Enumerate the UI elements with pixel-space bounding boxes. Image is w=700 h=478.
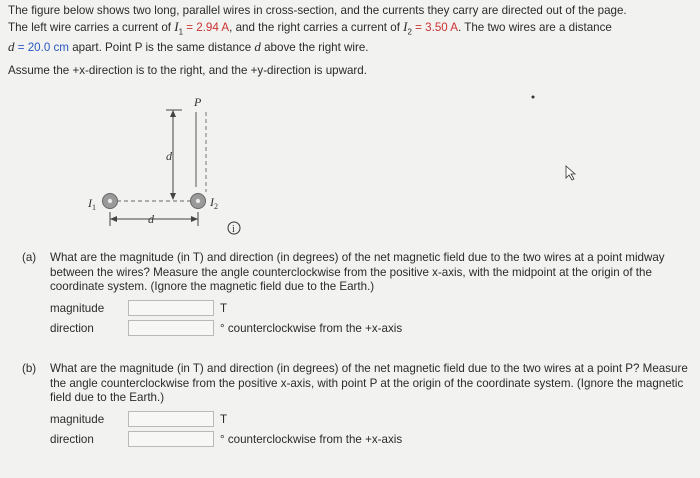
part-b-magnitude-unit: T [220, 412, 228, 426]
part-b-direction-input[interactable] [128, 431, 214, 447]
intro-line-2-b: , and the right carries a current of [229, 20, 404, 34]
part-a-direction-unit: ° counterclockwise from the +x-axis [220, 321, 403, 335]
horizontal-d-arrowhead-left [110, 216, 117, 222]
I2-subscript: 2 [407, 26, 412, 36]
label-I2-symbol: I [210, 195, 214, 209]
mouse-cursor-icon [566, 166, 575, 180]
right-wire [191, 194, 206, 209]
part-b-magnitude-input[interactable] [128, 411, 214, 427]
part-a [22, 251, 692, 295]
part-b-magnitude-row [50, 410, 227, 428]
left-wire [103, 194, 118, 209]
I2-symbol: I [403, 18, 408, 34]
intro-line-3 [8, 39, 696, 56]
label-I2-subscript: 2 [214, 202, 218, 211]
part-a-magnitude-label: magnitude [50, 301, 105, 315]
problem-statement [8, 3, 696, 56]
vertical-d-arrowhead-down [170, 193, 176, 200]
I1-subscript: 1 [178, 26, 184, 36]
part-a-direction-input[interactable] [128, 320, 214, 336]
part-a-magnitude-input[interactable] [128, 300, 214, 316]
intro-line-2-c: . The two wires are a distance [458, 20, 612, 34]
d-symbol-2: d [254, 39, 261, 55]
part-a-question: What are the magnitude (in T) and direction (in degrees) of the net magnetic field due to the two wires at a point midway between the wires? Measure the angle counterclockwise from the positive x-axis, with the midpoint at the origin of the coordinate system. (Ignore the magnetic field due to the Earth.) [50, 251, 665, 293]
label-d-horizontal: d [148, 212, 154, 226]
intro-line-1 [8, 3, 696, 19]
I2-value: = 3.50 A [411, 20, 459, 34]
part-a-direction-row [50, 319, 402, 337]
intro-line-3-e: above the right wire. [260, 41, 369, 55]
part-b-direction-label: direction [50, 432, 94, 446]
label-I1-symbol: I [88, 196, 92, 210]
right-wire-dot [196, 199, 200, 203]
assumption-text: Assume the +x-direction is to the right, and the +y-direction is upward. [8, 64, 367, 77]
part-a-direction-label: direction [50, 321, 94, 335]
I1-value: = 2.94 A [183, 20, 230, 34]
part-a-letter: (a) [22, 251, 37, 264]
part-b-direction-unit: ° counterclockwise from the +x-axis [220, 432, 403, 446]
d-symbol: d [8, 39, 15, 55]
part-b-magnitude-label: magnitude [50, 412, 105, 426]
part-b-letter: (b) [22, 362, 37, 375]
label-d-vertical: d [166, 149, 172, 163]
label-I2 [209, 195, 218, 211]
info-icon-glyph: i [232, 224, 235, 235]
label-P: P [194, 95, 202, 109]
stray-dot-marker [532, 96, 535, 99]
d-value: = 20.0 cm [14, 41, 69, 55]
part-b-direction-row [50, 430, 402, 448]
intro-line-3-c: is the same distance [142, 41, 255, 55]
vertical-d-arrowhead-up [170, 110, 176, 117]
part-b [22, 362, 692, 406]
label-I1 [87, 196, 96, 212]
intro-line-2-a: The left wire carries a current of [8, 20, 175, 34]
left-wire-dot [108, 199, 112, 203]
intro-line-1-text: The figure below shows two long, parallel wires in cross-section, and the currents they carry are directed out of the page. [8, 4, 627, 17]
horizontal-d-arrowhead-right [191, 216, 198, 222]
part-b-question: What are the magnitude (in T) and direction (in degrees) of the net magnetic field due to the two wires at a point P? Measure the angle counterclockwise from the positive x-axis, with point P at the origin of the coordinate system. (Ignore the magnetic field due to the Earth.) [50, 362, 688, 404]
info-icon[interactable] [228, 222, 240, 235]
P-symbol: P [134, 41, 143, 55]
intro-line-3-b: apart. Point [68, 41, 135, 55]
label-I1-subscript: 1 [92, 203, 96, 212]
part-a-magnitude-row [50, 299, 227, 317]
intro-line-2 [8, 19, 696, 40]
part-a-magnitude-unit: T [220, 301, 228, 315]
I1-symbol: I [174, 18, 179, 34]
